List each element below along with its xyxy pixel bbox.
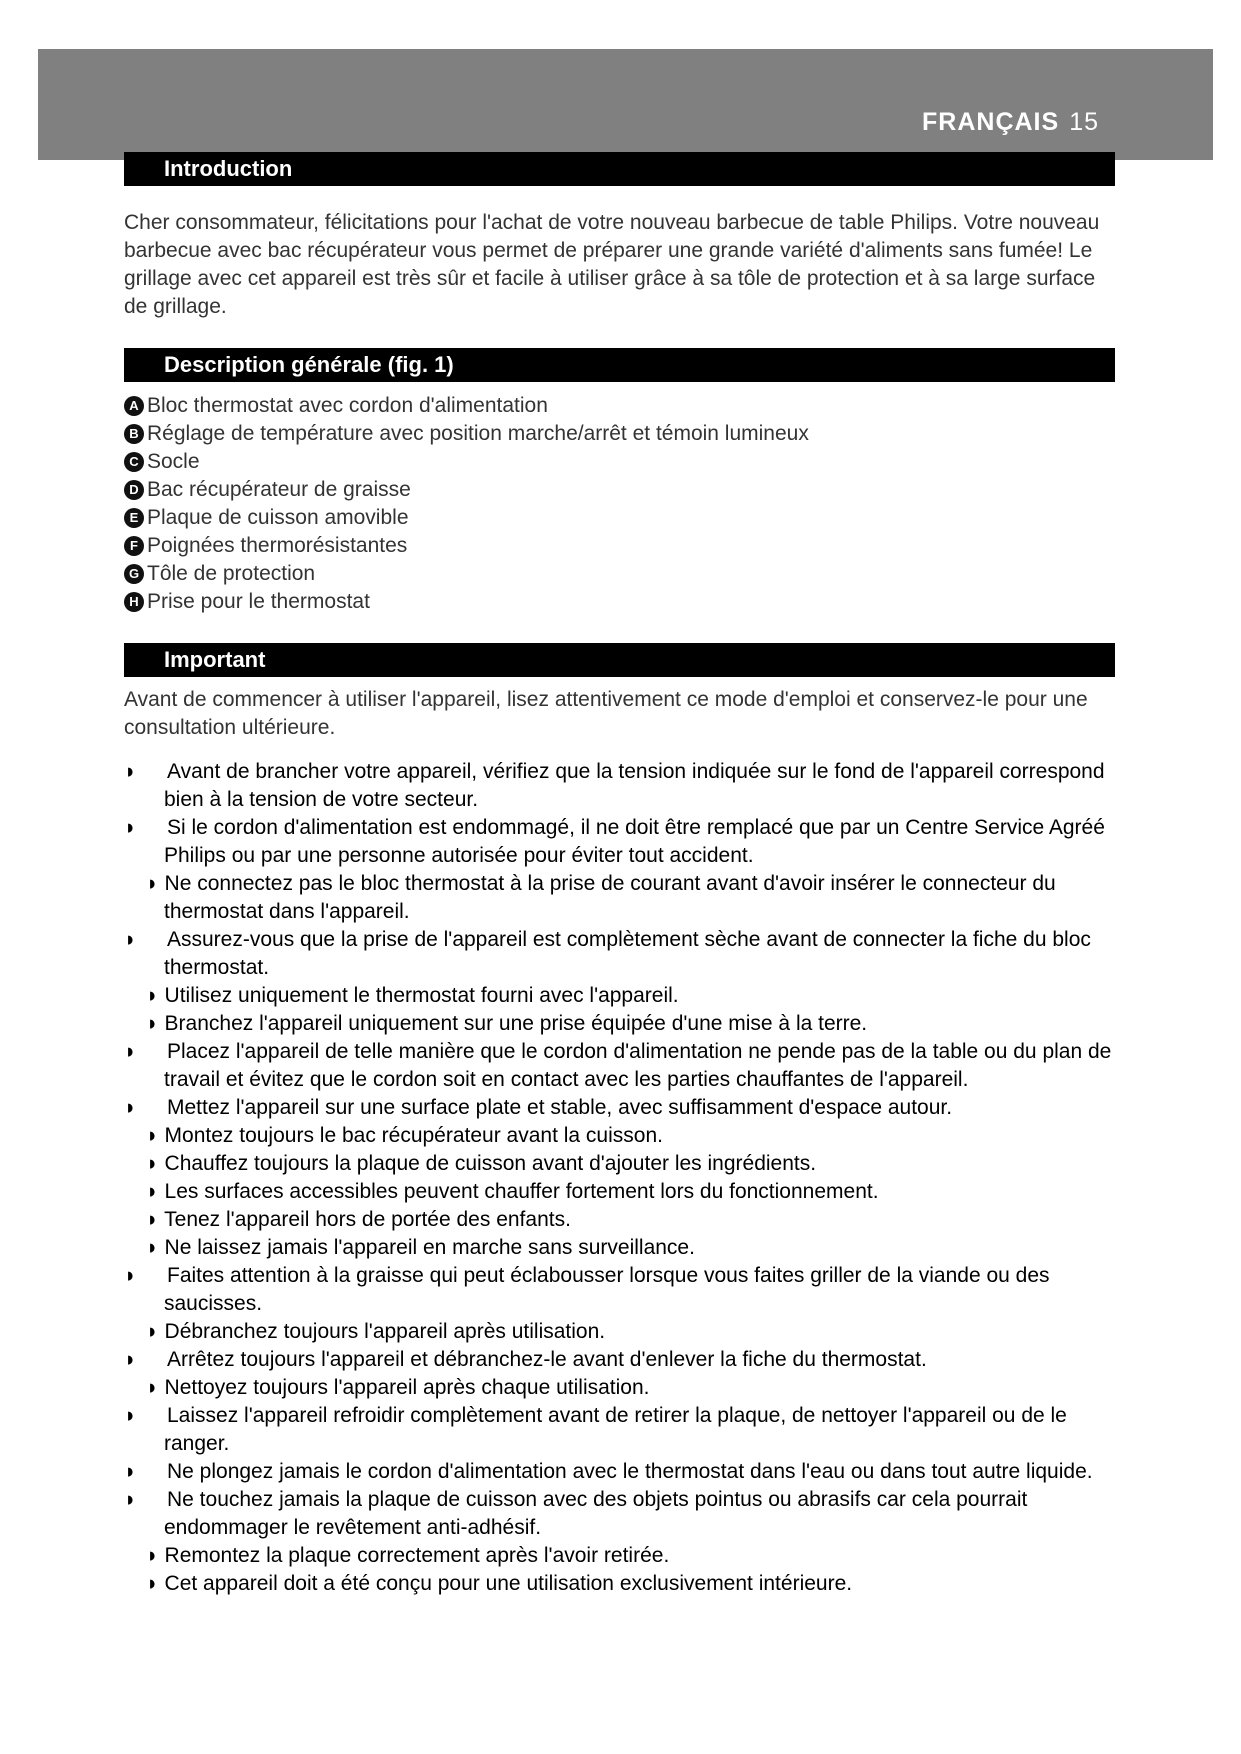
page-header: [922, 108, 1099, 137]
bullet-item: [124, 1094, 1124, 1122]
bullet-item: [124, 1262, 1124, 1318]
letter-badge: H: [124, 592, 144, 612]
language-label: FRANÇAIS: [922, 108, 1060, 136]
important-intro: Avant de commencer à utiliser l'appareil, lisez attentivement ce mode d'emploi et conservez-le pour une consultation ultérieure.: [124, 688, 1088, 739]
bullet-text: Placez l'appareil de telle manière que le cordon d'alimentation ne pende pas de la table ou du plan de travail et évitez que le cordon soit en contact avec les parties chauffantes de l'appareil.: [164, 1040, 1112, 1091]
bullet-icon: ◗: [146, 1180, 165, 1203]
page-number: 15: [1069, 108, 1099, 136]
parts-list-item: [124, 476, 809, 504]
bullet-item: [124, 1402, 1124, 1458]
safety-bullets: [124, 758, 1124, 1598]
bullet-item: [124, 1178, 1124, 1206]
bullet-text: Laissez l'appareil refroidir complètement avant de retirer la plaque, de nettoyer l'appareil ou de le ranger.: [164, 1404, 1067, 1455]
part-label: Réglage de température avec position marche/arrêt et témoin lumineux: [147, 422, 809, 445]
letter-badge: C: [124, 452, 144, 472]
section-heading-important: Important: [124, 643, 1115, 677]
bullet-icon: ◗: [146, 1208, 165, 1231]
bullet-icon: ◗: [146, 1572, 165, 1595]
parts-list-item: [124, 504, 809, 532]
part-label: Socle: [147, 450, 200, 473]
bullet-item: [124, 758, 1124, 814]
bullet-text: Arrêtez toujours l'appareil et débranchez-le avant d'enlever la fiche du thermostat.: [167, 1348, 927, 1371]
bullet-item: [124, 982, 1124, 1010]
bullet-icon: ◗: [146, 1320, 165, 1343]
parts-list-item: [124, 560, 809, 588]
part-label: Tôle de protection: [147, 562, 316, 585]
bullet-item: [124, 1458, 1124, 1486]
bullet-item: [124, 870, 1124, 926]
letter-badge: B: [124, 424, 144, 444]
bullet-text: Assurez-vous que la prise de l'appareil est complètement sèche avant de connecter la fiche du bloc thermostat.: [164, 928, 1091, 979]
bullet-text: Débranchez toujours l'appareil après utilisation.: [164, 1320, 606, 1343]
bullet-icon: ◗: [146, 1012, 165, 1035]
bullet-item: [124, 1486, 1124, 1542]
bullet-text: Chauffez toujours la plaque de cuisson avant d'ajouter les ingrédients.: [164, 1152, 817, 1175]
bullet-text: Faites attention à la graisse qui peut éclabousser lorsque vous faites griller de la viande ou des saucisses.: [164, 1264, 1050, 1315]
bullet-icon: ◗: [124, 1460, 137, 1483]
bullet-icon: ◗: [146, 1152, 165, 1175]
letter-badge: D: [124, 480, 144, 500]
bullet-icon: ◗: [146, 1544, 165, 1567]
bullet-item: [124, 1374, 1124, 1402]
parts-list-item: [124, 420, 809, 448]
section-heading-introduction: Introduction: [124, 152, 1115, 186]
section-heading-description: Description générale (fig. 1): [124, 348, 1115, 382]
bullet-text: Utilisez uniquement le thermostat fourni avec l'appareil.: [164, 984, 679, 1007]
bullet-text: Ne connectez pas le bloc thermostat à la prise de courant avant d'avoir insérer le connecteur du thermostat dans l'appareil.: [164, 872, 1056, 923]
letter-badge: G: [124, 564, 144, 584]
bullet-icon: ◗: [124, 760, 137, 783]
bullet-text: Ne plongez jamais le cordon d'alimentation avec le thermostat dans l'eau ou dans tout autre liquide.: [167, 1460, 1093, 1483]
bullet-text: Nettoyez toujours l'appareil après chaque utilisation.: [164, 1376, 650, 1399]
bullet-text: Tenez l'appareil hors de portée des enfants.: [164, 1208, 571, 1231]
bullet-text: Ne laissez jamais l'appareil en marche sans surveillance.: [164, 1236, 695, 1259]
bullet-item: [124, 1542, 1124, 1570]
bullet-text: Avant de brancher votre appareil, vérifiez que la tension indiquée sur le fond de l'appareil correspond bien à la tension de votre secteur.: [164, 760, 1105, 811]
bullet-icon: ◗: [124, 1404, 137, 1427]
bullet-item: [124, 1346, 1124, 1374]
bullet-item: [124, 814, 1124, 870]
bullet-text: Si le cordon d'alimentation est endommagé, il ne doit être remplacé que par un Centre Service Agréé Philips ou par une personne autorisée pour éviter tout accident.: [164, 816, 1105, 867]
bullet-icon: ◗: [146, 984, 165, 1007]
bullet-icon: ◗: [146, 1236, 165, 1259]
bullet-item: [124, 926, 1124, 982]
parts-list: [124, 392, 809, 616]
bullet-text: Cet appareil doit a été conçu pour une utilisation exclusivement intérieure.: [164, 1572, 853, 1595]
parts-list-item: [124, 588, 809, 616]
part-label: Poignées thermorésistantes: [147, 534, 408, 557]
parts-list-item: [124, 448, 809, 476]
bullet-icon: ◗: [124, 1488, 137, 1511]
bullet-text: Mettez l'appareil sur une surface plate et stable, avec suffisamment d'espace autour.: [167, 1096, 953, 1119]
bullet-icon: ◗: [146, 1376, 165, 1399]
bullet-item: [124, 1570, 1124, 1598]
bullet-text: Montez toujours le bac récupérateur avant la cuisson.: [164, 1124, 663, 1147]
bullet-item: [124, 1206, 1124, 1234]
bullet-icon: ◗: [124, 816, 137, 839]
bullet-text: Branchez l'appareil uniquement sur une prise équipée d'une mise à la terre.: [164, 1012, 868, 1035]
part-label: Prise pour le thermostat: [147, 590, 370, 613]
part-label: Bac récupérateur de graisse: [147, 478, 411, 501]
bullet-icon: ◗: [124, 1096, 137, 1119]
bullet-text: Les surfaces accessibles peuvent chauffer fortement lors du fonctionnement.: [164, 1180, 879, 1203]
bullet-icon: ◗: [124, 1348, 137, 1371]
bullet-item: [124, 1318, 1124, 1346]
parts-list-item: [124, 532, 809, 560]
bullet-item: [124, 1122, 1124, 1150]
bullet-item: [124, 1234, 1124, 1262]
bullet-icon: ◗: [146, 872, 165, 895]
part-label: Bloc thermostat avec cordon d'alimentation: [147, 394, 548, 417]
parts-list-item: [124, 392, 809, 420]
bullet-item: [124, 1038, 1124, 1094]
letter-badge: F: [124, 536, 144, 556]
letter-badge: E: [124, 508, 144, 528]
bullet-text: Ne touchez jamais la plaque de cuisson avec des objets pointus ou abrasifs car cela pourrait endommager le revêtement anti-adhésif.: [164, 1488, 1028, 1539]
part-label: Plaque de cuisson amovible: [147, 506, 409, 529]
header-band: [38, 49, 1213, 160]
bullet-icon: ◗: [124, 1264, 137, 1287]
bullet-text: Remontez la plaque correctement après l'avoir retirée.: [164, 1544, 670, 1567]
intro-paragraph: Cher consommateur, félicitations pour l'achat de votre nouveau barbecue de table Philips. Votre nouveau barbecue avec bac récupérateur vous permet de préparer une grande variété d'aliments sans fumée! Le grillage avec cet appareil est très sûr et facile à utiliser grâce à sa tôle de protection et à sa large surface de grillage.: [124, 211, 1100, 318]
letter-badge: A: [124, 396, 144, 416]
bullet-item: [124, 1150, 1124, 1178]
bullet-icon: ◗: [124, 1040, 137, 1063]
bullet-icon: ◗: [146, 1124, 165, 1147]
bullet-item: [124, 1010, 1124, 1038]
bullet-icon: ◗: [124, 928, 137, 951]
